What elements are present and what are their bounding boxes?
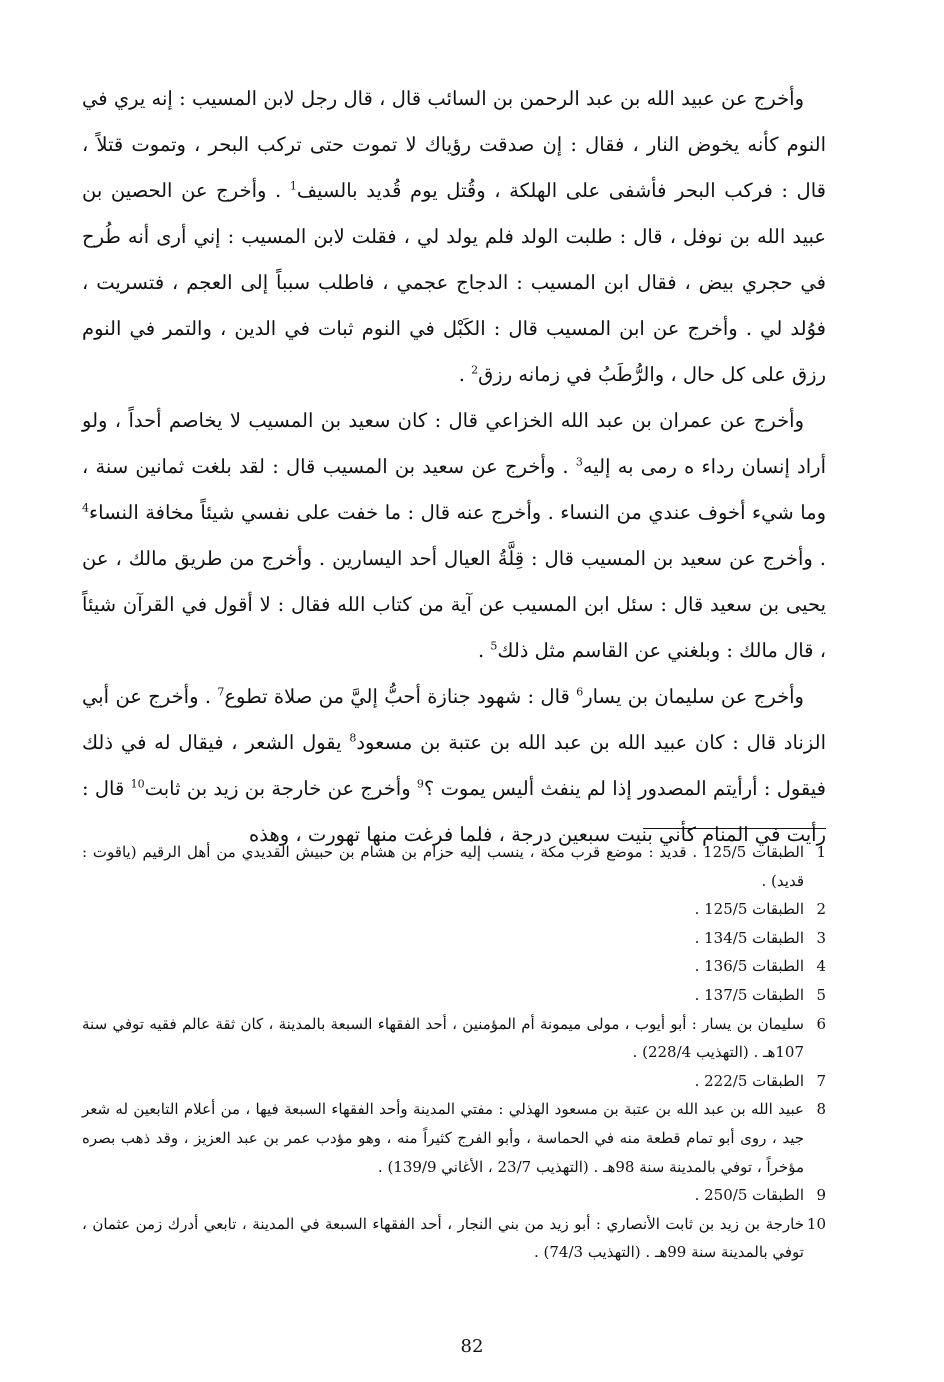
footnote-number: 1 bbox=[816, 843, 826, 861]
paragraph bbox=[82, 398, 826, 674]
footnote-number: 2 bbox=[816, 900, 826, 919]
paragraph bbox=[82, 76, 826, 398]
footnote-text: الطبقات 125/5 . bbox=[694, 900, 804, 919]
footnotes bbox=[82, 838, 826, 1267]
footnote bbox=[82, 895, 826, 924]
footnote-ref: 7 bbox=[217, 685, 225, 699]
footnote-number: 10 bbox=[806, 1214, 826, 1233]
footnote-ref: 10 bbox=[130, 777, 145, 791]
footnote-text: عبيد الله بن عبد الله بن عتبة بن مسعود الهذلي : مفتي المدينة وأحد الفقهاء السبعة فيها ، من أعلام التابعين له شعر جيد ، روى أبو تمام قطعة منه في الحماسة ، وأبو الفرج كثيراً منه ، وهو مؤدب عمر بن عبد العزيز ، وقد ذهب بصره مؤخراً ، توفي بالمدينة سنة 98هـ . (التهذيب 23/7 ، الأغاني 139/9) . bbox=[82, 1100, 804, 1176]
footnote-separator bbox=[643, 828, 826, 829]
footnote-ref: 9 bbox=[416, 777, 424, 791]
footnote bbox=[82, 1067, 826, 1096]
text-run: وأخرج عن عبيد الله بن عبد الرحمن بن السائب قال ، قال رجل لابن المسيب : إنه يري في النوم كأنه يخوض النار ، فقال : إن صدقت رؤياك لا تموت حتى تركب البحر ، وتموت قتلاً ، قال : فركب البحر فأشفى على الهلكة ، وقُتل يوم قُديد بالسيف bbox=[82, 87, 826, 202]
footnote bbox=[82, 838, 826, 895]
footnote-text: الطبقات 125/5 . قديد : موضع قرب مكة ، ينسب إليه حزام بن هشام بن حبيش القديدي من أهل الرقيم (ياقوت : قديد) . bbox=[82, 843, 804, 890]
text-run: قال : شهود جنازة أحبُّ إليَّ من صلاة تطوع bbox=[224, 685, 577, 708]
text-run: وأخرج عن سليمان بن يسار bbox=[583, 685, 804, 708]
text-run: . bbox=[458, 363, 472, 386]
footnote-ref: 6 bbox=[576, 685, 584, 699]
footnote-ref: 1 bbox=[289, 179, 297, 193]
footnote-ref: 5 bbox=[490, 639, 498, 653]
footnote bbox=[82, 1210, 826, 1267]
footnote-ref: 2 bbox=[471, 363, 479, 377]
footnote bbox=[82, 924, 826, 953]
footnote-number: 7 bbox=[816, 1071, 826, 1090]
footnote-number: 4 bbox=[816, 957, 826, 976]
footnote-ref: 4 bbox=[82, 501, 89, 515]
text-run: . وأخرج عن سعيد بن المسيب قال : لقد بلغت ثمانين سنة ، وما شيء أخوف عندي من النساء . وأخرج عنه قال : ما خفت على نفسي شيئاً مخافة النساء bbox=[82, 455, 826, 524]
footnote bbox=[82, 981, 826, 1010]
text-run: وأخرج عن خارجة بن زيد بن ثابت bbox=[144, 777, 417, 800]
footnote-ref: 3 bbox=[575, 455, 583, 469]
footnote-text: الطبقات 137/5 . bbox=[694, 985, 804, 1004]
text-run: . bbox=[477, 639, 491, 662]
text-run: وأخرج عن عمران بن عبد الله الخزاعي قال : كان سعيد بن المسيب لا يخاصم أحداً ، ولو أراد إنسان رداء ه رمى به إليه bbox=[82, 409, 826, 478]
footnote-number: 5 bbox=[816, 985, 826, 1004]
footnote-number: 9 bbox=[816, 1186, 826, 1205]
text-run: يقول الشعر ، فيقال له في ذلك فيقول : أرأيتم المصدور إذا لم ينفث أليس يموت ؟ bbox=[82, 731, 827, 800]
text-run: . وأخرج عن أبي الزناد قال : كان عبيد الله بن عبد الله بن عتبة بن مسعود bbox=[82, 685, 826, 754]
footnote bbox=[82, 952, 826, 981]
footnote-text: الطبقات 222/5 . bbox=[694, 1071, 804, 1090]
text-run: قال : رأيت في المنام كأني بنيت سبعين درجة ، فلما فرغت منها تهورت ، وهذه bbox=[82, 777, 826, 846]
footnote-text: الطبقات 250/5 . bbox=[694, 1186, 804, 1205]
footnote-text: الطبقات 134/5 . bbox=[694, 928, 804, 947]
footnote-number: 6 bbox=[816, 1014, 826, 1033]
footnote-text: خارجة بن زيد بن ثابت الأنصاري : أبو زيد من بني النجار ، أحد الفقهاء السبعة في المدينة ، تابعي أدرك زمن عثمان ، توفي بالمدينة سنة 99هـ . (التهذيب 74/3) . bbox=[82, 1214, 804, 1262]
footnote bbox=[82, 1181, 826, 1210]
footnote-number: 3 bbox=[816, 928, 826, 947]
footnote bbox=[82, 1010, 826, 1067]
footnote-text: الطبقات 136/5 . bbox=[694, 957, 804, 976]
footnote-text: سليمان بن يسار : أبو أيوب ، مولى ميمونة أم المؤمنين ، أحد الفقهاء السبعة بالمدينة ، كان ثقة عالم فقيه توفي سنة 107هـ . (التهذيب 228/4) . bbox=[82, 1014, 804, 1062]
footnote-ref: 8 bbox=[349, 731, 357, 745]
footnote bbox=[82, 1095, 826, 1181]
page-number: 82 bbox=[460, 1336, 484, 1357]
text-run: . وأخرج عن الحصين بن عبيد الله بن نوفل ، قال : طلبت الولد فلم يولد لي ، فقلت لابن المسيب : إني أرى أنه طُرح في حجري بيض ، فقال ابن المسيب : الدجاج عجمي ، فاطلب سبباً إلى العجم ، فتسريت ، فوُلد لي . وأخرج عن ابن المسيب قال : الكَبْل في النوم ثبات في الدين ، والتمر في النوم رزق على كل حال ، والرُّطَبُ في زمانه رزق bbox=[82, 179, 826, 386]
main-text bbox=[82, 76, 826, 858]
footnote-number: 8 bbox=[816, 1100, 826, 1119]
text-run: . وأخرج عن سعيد بن المسيب قال : قِلَّةُ العيال أحد اليسارين . وأخرج من طريق مالك ، عن يحيى بن سعيد قال : سئل ابن المسيب عن آية من كتاب الله فقال : لا أقول في القرآن شيئاً ، قال مالك : وبلغني عن القاسم مثل ذلك bbox=[82, 547, 826, 662]
paragraph bbox=[82, 674, 826, 858]
